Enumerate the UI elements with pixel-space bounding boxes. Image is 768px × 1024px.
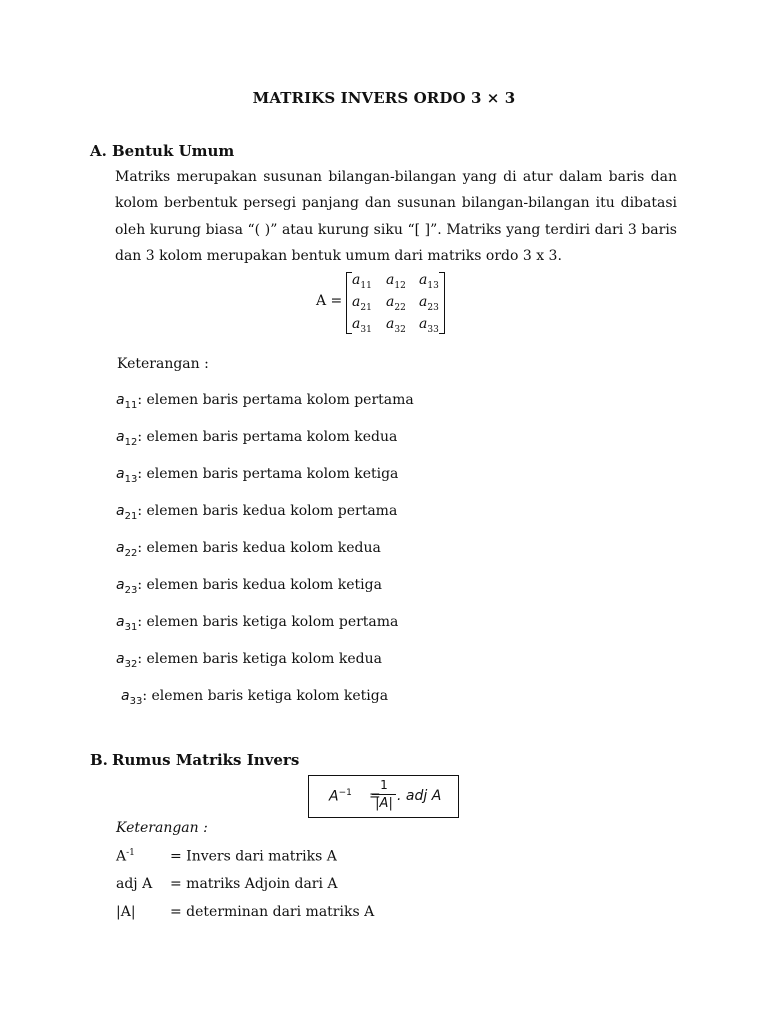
element-symbol (116, 577, 138, 596)
matrix-cell (386, 272, 406, 291)
formula-equals: = (369, 788, 381, 804)
matrix-cell-base: a (386, 294, 395, 310)
definition-row (116, 904, 374, 920)
matrix-cell-base: a (352, 294, 361, 310)
formula-denominator: |A| (375, 796, 393, 811)
matrix-label: A = (316, 293, 343, 309)
formula-rhs: . adj A (397, 788, 442, 804)
section-b-letter: B. (90, 751, 108, 769)
matrix-cell-index: 23 (427, 302, 439, 313)
element-description: : elemen baris kedua kolom kedua (137, 540, 381, 556)
formula-lhs (329, 788, 352, 805)
list-item (121, 688, 388, 707)
section-a-letter: A. (90, 142, 107, 160)
matrix-cell-index: 12 (394, 280, 406, 291)
matrix-cell-base: a (419, 294, 428, 310)
element-symbol (116, 392, 138, 411)
element-symbol-index: 33 (129, 695, 143, 707)
matrix-cell (419, 272, 439, 291)
element-description: : elemen baris ketiga kolom kedua (137, 651, 382, 667)
matrix-cell-index: 21 (360, 302, 372, 313)
list-item (116, 614, 398, 633)
element-symbol (121, 688, 143, 707)
matrix-cell-base: a (386, 316, 395, 332)
matrix-cell-index: 22 (394, 302, 406, 313)
element-symbol (116, 429, 138, 448)
element-symbol-index: 31 (124, 621, 138, 633)
matrix-cell-index: 32 (394, 324, 406, 335)
element-symbol-index: 22 (124, 547, 138, 559)
element-symbol (116, 503, 138, 522)
element-symbol (116, 540, 138, 559)
definition-term (116, 848, 170, 865)
definition-term-base: A (116, 848, 127, 865)
definition-text: = matriks Adjoin dari A (170, 876, 338, 892)
matrix-cell (386, 316, 406, 335)
keterangan-label-b: Keterangan : (116, 820, 208, 836)
definition-term (116, 904, 170, 920)
formula-lhs-base: A (329, 788, 339, 805)
element-symbol-index: 21 (124, 510, 138, 522)
element-symbol-index: 12 (124, 436, 138, 448)
list-item (116, 540, 381, 559)
matrix-cell (386, 294, 406, 313)
element-description: : elemen baris pertama kolom pertama (137, 392, 414, 408)
definition-text: = determinan dari matriks A (170, 904, 375, 920)
section-a-title: Bentuk Umum (112, 142, 235, 160)
matrix-cell (352, 294, 372, 313)
element-symbol-base: a (116, 540, 125, 556)
matrix-cell-index: 31 (360, 324, 372, 335)
definition-term-base: |A| (116, 904, 136, 920)
section-b-title: Rumus Matriks Invers (112, 751, 300, 769)
definition-text: = Invers dari matriks A (170, 848, 337, 865)
element-symbol (116, 466, 138, 485)
formula-lhs-sup: −1 (338, 788, 352, 798)
matrix-cell-index: 33 (427, 324, 439, 335)
list-item (116, 503, 397, 522)
definition-row (116, 848, 337, 865)
matrix-cell-base: a (419, 272, 428, 288)
element-symbol-base: a (116, 429, 125, 445)
element-symbol-base: a (116, 466, 125, 482)
definition-term-sup: -1 (126, 848, 135, 858)
formula-fraction (372, 778, 396, 812)
matrix-a (316, 272, 466, 334)
element-symbol-base: a (116, 503, 125, 519)
matrix-cell (352, 272, 372, 291)
definition-row (116, 876, 338, 892)
matrix-cell-index: 13 (427, 280, 439, 291)
fraction-bar (372, 794, 396, 795)
element-description: : elemen baris ketiga kolom pertama (137, 614, 399, 630)
matrix-cell (419, 316, 439, 335)
matrix-cell (419, 294, 439, 313)
matrix-cell-base: a (352, 272, 361, 288)
formula-numerator: 1 (380, 778, 388, 792)
list-item (116, 577, 382, 596)
element-symbol-index: 23 (124, 584, 138, 596)
matrix-cell (352, 316, 372, 335)
list-item (116, 466, 398, 485)
element-symbol-index: 13 (124, 473, 138, 485)
definition-term-base: adj A (116, 876, 153, 892)
list-item (116, 651, 382, 670)
keterangan-label: Keterangan : (117, 356, 209, 372)
element-symbol-base: a (116, 614, 125, 630)
element-symbol-base: a (116, 577, 125, 593)
element-symbol-base: a (116, 651, 125, 667)
element-symbol (116, 614, 138, 633)
definition-term (116, 876, 170, 892)
element-description: : elemen baris ketiga kolom ketiga (142, 688, 389, 704)
element-symbol-base: a (116, 392, 125, 408)
element-description: : elemen baris kedua kolom pertama (137, 503, 398, 519)
element-symbol-index: 11 (124, 399, 138, 411)
element-symbol-base: a (121, 688, 130, 704)
element-symbol-index: 32 (124, 658, 138, 670)
matrix-right-bracket (439, 272, 445, 334)
element-description: : elemen baris pertama kolom ketiga (137, 466, 399, 482)
page-title: MATRIKS INVERS ORDO 3 × 3 (252, 89, 516, 107)
inverse-formula-box (308, 775, 459, 818)
matrix-cell-base: a (386, 272, 395, 288)
section-b-heading (90, 751, 299, 769)
element-description: : elemen baris pertama kolom kedua (137, 429, 398, 445)
section-a-heading (90, 142, 234, 160)
matrix-cell-base: a (419, 316, 428, 332)
element-symbol (116, 651, 138, 670)
element-description: : elemen baris kedua kolom ketiga (137, 577, 382, 593)
matrix-cell-index: 11 (360, 280, 372, 291)
section-a-paragraph: Matriks merupakan susunan bilangan-bilangan yang di atur dalam baris dan kolom berbentuk persegi panjang dan susunan bilangan-bilangan itu dibatasi oleh kurung biasa “( )” atau kurung siku “[ ]”. Matriks yang terdiri dari 3 baris dan 3 kolom merupakan bentuk umum dari matriks ordo 3 x 3. (115, 169, 677, 264)
list-item (116, 392, 414, 411)
list-item (116, 429, 397, 448)
matrix-cell-base: a (352, 316, 361, 332)
